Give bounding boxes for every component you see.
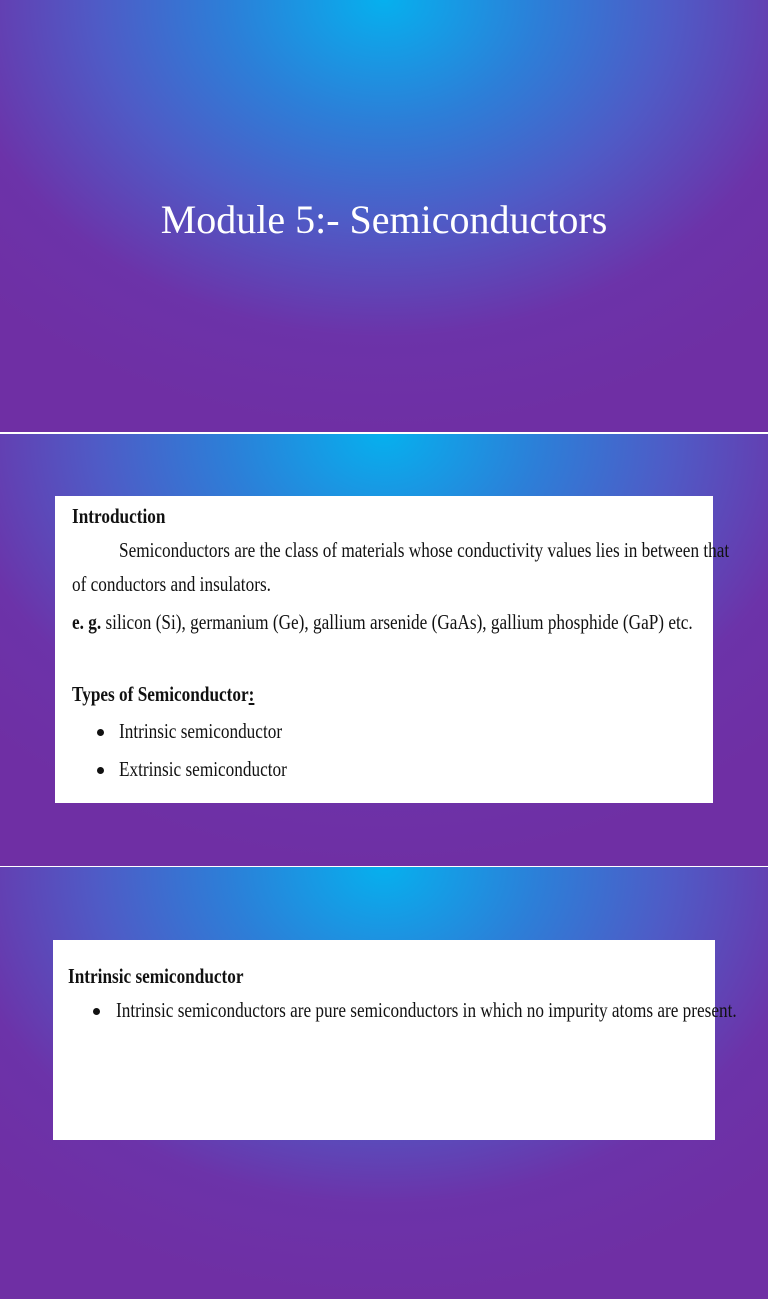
title-slide [0, 0, 768, 432]
types-heading [72, 682, 254, 707]
intrinsic-content-image [53, 940, 737, 1140]
intrinsic-semiconductor-slide [0, 867, 768, 1299]
types-heading-colon: : [248, 682, 255, 706]
bullet-icon [97, 767, 104, 774]
introduction-heading: Introduction [72, 504, 166, 528]
introduction-content-image [55, 496, 730, 803]
definition-line-1: Semiconductors are the class of materials whose conductivity values lies in between that [119, 538, 730, 562]
intrinsic-heading: Intrinsic semiconductor [68, 964, 244, 988]
types-heading-text: Types of Semiconductor [72, 682, 249, 706]
bullet-icon [97, 729, 104, 736]
type-item-intrinsic: Intrinsic semiconductor [119, 719, 283, 743]
intrinsic-bullet-1: Intrinsic semiconductors are pure semiconductors in which no impurity atoms are present. [116, 998, 737, 1022]
introduction-slide [0, 434, 768, 866]
example-line [72, 610, 693, 635]
type-item-extrinsic: Extrinsic semiconductor [119, 757, 287, 781]
bullet-icon [93, 1008, 100, 1015]
example-prefix: e. g. [72, 610, 102, 634]
example-text: silicon (Si), germanium (Ge), gallium arsenide (GaAs), gallium phosphide (GaP) etc. [101, 610, 693, 634]
slide-title: Module 5:- Semiconductors [160, 197, 608, 242]
definition-line-2: of conductors and insulators. [72, 572, 271, 596]
